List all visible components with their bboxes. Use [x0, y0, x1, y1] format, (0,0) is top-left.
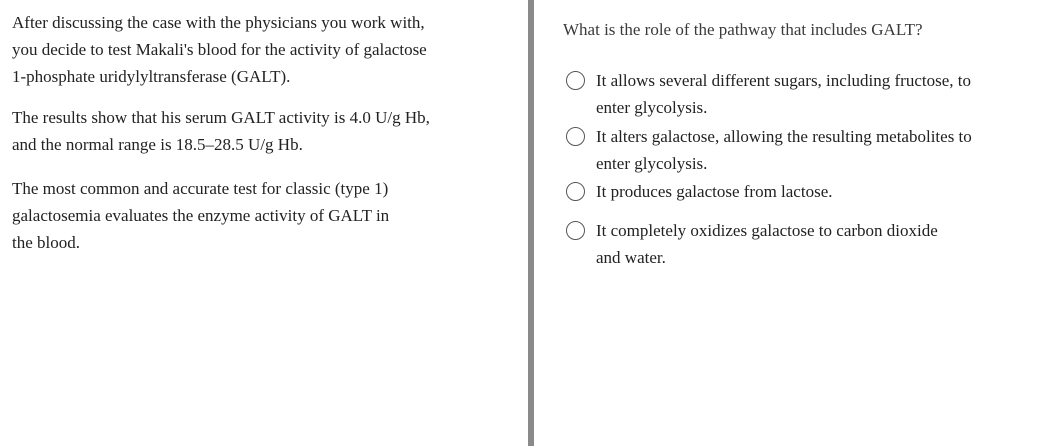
passage-paragraph-2: The results show that his serum GALT activity is 4.0 U/g Hb, and the normal range is 18.5–28.5 U/g Hb.	[12, 108, 430, 154]
radio-button-icon[interactable]	[566, 221, 585, 240]
radio-button-icon[interactable]	[566, 127, 585, 146]
answer-option-text: It completely oxidizes galactose to carbon dioxide and water.	[596, 221, 938, 267]
radio-button-icon[interactable]	[566, 71, 585, 90]
question-pane	[534, 0, 1061, 446]
passage-pane	[0, 0, 528, 446]
answer-option-text: It alters galactose, allowing the resulting metabolites to enter glycolysis.	[596, 127, 972, 173]
answer-option-text: It produces galactose from lactose.	[596, 182, 833, 201]
radio-button-icon[interactable]	[566, 182, 585, 201]
answer-option-text: It allows several different sugars, including fructose, to enter glycolysis.	[596, 71, 971, 117]
question-prompt: What is the role of the pathway that includes GALT?	[563, 20, 923, 39]
passage-paragraph-1: After discussing the case with the physicians you work with, you decide to test Makali's blood for the activity of galactose 1-phosphate uridylyltransferase (GALT).	[12, 13, 427, 86]
passage-paragraph-3: The most common and accurate test for classic (type 1) galactosemia evaluates the enzyme activity of GALT in the blood.	[12, 179, 390, 252]
